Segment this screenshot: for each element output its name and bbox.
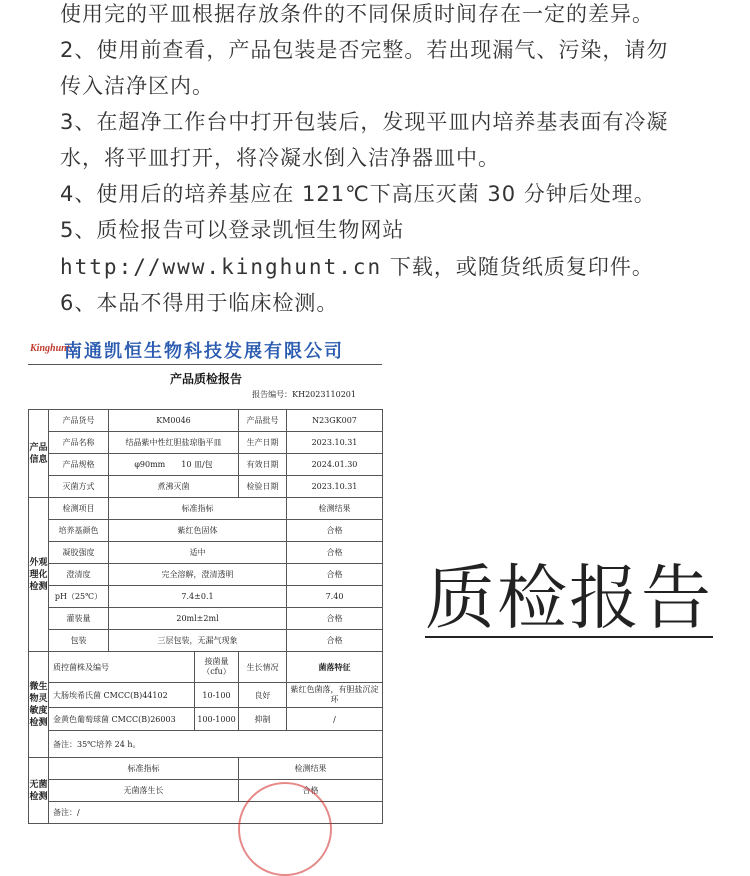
table-header-cell: 检测结果 [287,498,383,520]
table-cell: 合格 [287,608,383,630]
table-row [29,758,383,780]
table-cell: 合格 [287,630,383,652]
intro-line-5: 水，将平皿打开，将冷凝水倒入洁净器皿中。 [60,146,500,170]
table-cell: 20ml±2ml [109,608,287,630]
table-cell: 2023.10.31 [287,432,383,454]
table-row [29,564,383,586]
table-cell: / [287,708,383,731]
table-header-cell: 检测结果 [239,758,383,780]
qc-table [28,409,383,824]
table-cell: 2024.01.30 [287,454,383,476]
table-row [29,652,383,683]
table-cell: 完全溶解，澄清透明 [109,564,287,586]
table-row [29,708,383,731]
intro-line-6: 4、使用后的培养基应在 121℃下高压灭菌 30 分钟后处理。 [60,182,656,206]
table-cell: 有效日期 [239,454,287,476]
section-label-appearance: 外观理化检测 [29,498,49,652]
table-row [29,454,383,476]
company-logo: Kinghunt [30,343,70,354]
intro-line-4: 3、在超净工作台中打开包装后，发现平皿内培养基表面有冷凝 [60,110,669,134]
report-title: 产品质检报告 [169,372,242,386]
intro-line-1: 使用完的平皿根据存放条件的不同保质时间存在一定的差异。 [60,2,654,26]
table-cell: 合格 [287,542,383,564]
intro-line-9: 6、本品不得用于临床检测。 [60,291,339,315]
intro-line-7: 5、质检报告可以登录凯恒生物网站 [60,218,405,242]
table-cell: 紫红色固体 [109,520,287,542]
table-cell: 10-100 [195,683,239,708]
table-row [29,608,383,630]
table-cell: 澄清度 [49,564,109,586]
report-number: 报告编号：KH2023110201 [252,390,356,399]
table-row [29,586,383,608]
quality-report-label: 质检报告 [425,557,713,639]
table-cell: 三层包装，无漏气现象 [109,630,287,652]
table-cell: N23GK007 [287,410,383,432]
table-row [29,476,383,498]
intro-line-2: 2、使用前查看，产品包装是否完整。若出现漏气、污染，请勿 [60,38,669,62]
table-row [29,683,383,708]
table-note: 备注：/ [49,802,383,824]
table-row [29,498,383,520]
table-cell: 合格 [287,564,383,586]
company-seal [238,782,332,876]
table-cell: 凝胶强度 [49,542,109,564]
table-cell: 产品批号 [239,410,287,432]
section-label-sterile: 无菌检测 [29,758,49,824]
table-cell: 7.4±0.1 [109,586,287,608]
table-cell: 金黄色葡萄球菌 CMCC(B)26003 [49,708,195,731]
table-row [29,731,383,758]
table-row [29,410,383,432]
table-header-cell: 标准指标 [49,758,239,780]
table-row [29,432,383,454]
table-cell: 紫红色菌落，有胆盐沉淀环 [287,683,383,708]
table-cell: 包装 [49,630,109,652]
table-cell: 灌装量 [49,608,109,630]
table-header-cell: 生长情况 [239,652,287,683]
table-cell: 产品规格 [49,454,109,476]
table-row [29,542,383,564]
table-cell: 合格 [287,520,383,542]
table-header-cell: 标准指标 [109,498,287,520]
table-cell: φ90mm 10 皿/包 [109,454,239,476]
table-cell: 产品名称 [49,432,109,454]
table-cell: 7.40 [287,586,383,608]
table-cell: KM0046 [109,410,239,432]
table-cell: 适中 [109,542,287,564]
table-cell: 2023.10.31 [287,476,383,498]
table-row [29,630,383,652]
table-cell: 无菌落生长 [49,780,239,802]
table-cell: pH（25℃） [49,586,109,608]
quality-report-image [28,336,384,817]
table-cell: 煮沸灭菌 [109,476,239,498]
table-header-cell: 质控菌株及编号 [49,652,195,683]
table-header-cell: 接菌量（cfu） [195,652,239,683]
table-cell: 检验日期 [239,476,287,498]
table-cell: 产品货号 [49,410,109,432]
header-rule [28,364,382,365]
company-name: 南通凯恒生物科技发展有限公司 [64,341,344,362]
table-cell: 培养基颜色 [49,520,109,542]
website-link[interactable]: http://www.kinghunt.cn [60,255,383,279]
table-cell: 合格 [239,780,383,802]
section-label-micro: 微生物灵敏度检测 [29,652,49,758]
table-cell: 生产日期 [239,432,287,454]
company-header [28,336,384,362]
url-suffix: 下载，或随货纸质复印件。 [382,255,654,279]
table-row [29,520,383,542]
table-cell: 灭菌方式 [49,476,109,498]
table-header-cell: 菌落特征 [287,652,383,683]
intro-line-8 [60,253,654,281]
table-cell: 大肠埃希氏菌 CMCC(B)44102 [49,683,195,708]
table-row [29,780,383,802]
section-label-info: 产品信息 [29,410,49,498]
table-cell: 100-1000 [195,708,239,731]
table-cell: 结晶紫中性红胆盐琼脂平皿 [109,432,239,454]
table-header-cell: 检测项目 [49,498,109,520]
table-note: 备注：35℃培养 24 h。 [49,731,383,758]
intro-line-3: 传入洁净区内。 [60,74,214,98]
table-cell: 良好 [239,683,287,708]
table-cell: 抑制 [239,708,287,731]
